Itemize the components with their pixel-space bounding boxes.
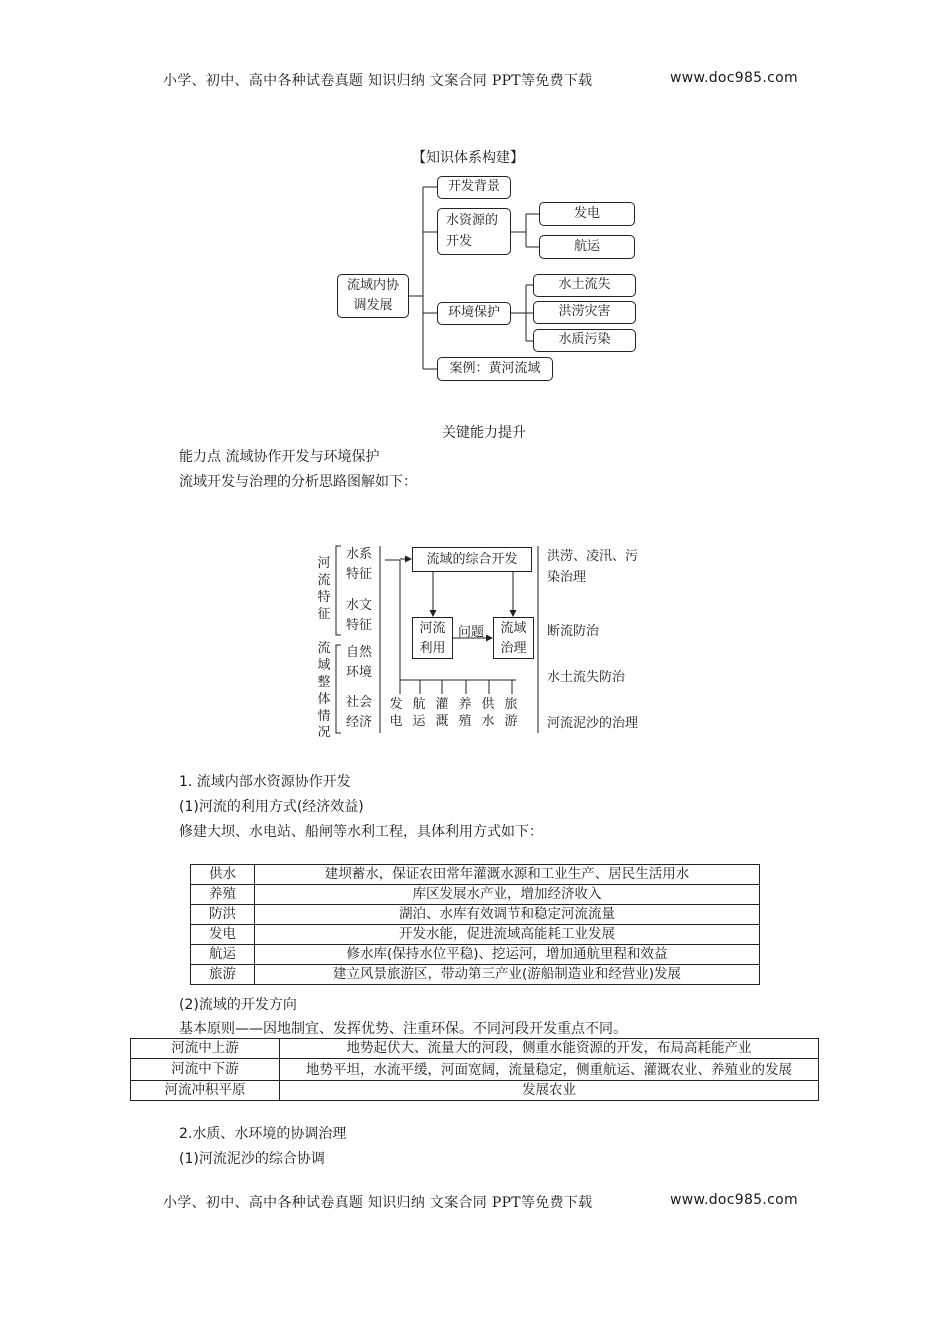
page-header-text: 小学、初中、高中各种试卷真题 知识归纳 文案合同 PPT等免费下载 <box>163 73 593 89</box>
table-row <box>191 965 760 985</box>
table-cell-key: 航运 <box>191 945 255 965</box>
flow-outcome-sediment: 河流泥沙的治理 <box>547 716 639 731</box>
mindmap-title: 【知识体系构建】 <box>412 150 524 166</box>
flow-use-tourism: 旅游 <box>504 697 518 729</box>
part1-sub2: (2)流域的开发方向 <box>179 997 297 1013</box>
table-row <box>191 905 760 925</box>
page-header-url[interactable]: www.doc985.com <box>670 70 798 86</box>
mindmap-leaf-power: 发电 <box>539 202 635 226</box>
flow-use-aquaculture: 养殖 <box>458 697 472 729</box>
flow-use-shipping: 航运 <box>412 697 426 729</box>
table-cell-value: 修水库(保持水位平稳)、挖运河，增加通航里程和效益 <box>255 945 760 965</box>
intro-text: 流域开发与治理的分析思路图解如下： <box>179 474 417 490</box>
mindmap-leaf-soil-erosion: 水土流失 <box>533 274 636 297</box>
flow-box-river-use: 河流利用 <box>412 617 453 659</box>
part1-title: 1. 流域内部水资源协作开发 <box>179 774 351 790</box>
flow-outcome-soil-erosion: 水土流失防治 <box>547 670 626 685</box>
mindmap-leaf-shipping: 航运 <box>539 235 635 259</box>
section-heading: 关键能力提升 <box>442 425 526 441</box>
table-cell-value: 开发水能，促进流域高能耗工业发展 <box>255 925 760 945</box>
ability-point: 能力点 流域协作开发与环境保护 <box>179 449 380 465</box>
table-row <box>191 865 760 885</box>
table-cell-value: 建坝蓄水，保证农田常年灌溉水源和工业生产、居民生活用水 <box>255 865 760 885</box>
mindmap-branch-background: 开发背景 <box>437 176 511 199</box>
table-row <box>131 1081 819 1101</box>
flow-group-river-features: 河流特征 <box>317 556 331 622</box>
flow-box-comprehensive-dev: 流域的综合开发 <box>412 547 532 572</box>
table-cell-value: 建立风景旅游区，带动第三产业(游船制造业和经营业)发展 <box>255 965 760 985</box>
table-cell-key: 旅游 <box>191 965 255 985</box>
table-cell-key: 发电 <box>191 925 255 945</box>
flow-outcome-drying-up: 断流防治 <box>547 624 600 639</box>
utilization-table <box>190 864 760 985</box>
part1-sub1-text: 修建大坝、水电站、船闸等水利工程，具体利用方式如下： <box>179 824 543 840</box>
flow-item-natural-env: 自然环境 <box>346 645 373 681</box>
flow-group-basin-conditions: 流域整体情况 <box>317 641 331 741</box>
table-cell-value: 地势平坦，水流平缓，河面宽阔，流量稳定，侧重航运、灌溉农业、养殖业的发展 <box>280 1059 819 1081</box>
part2-title: 2.水质、水环境的协调治理 <box>179 1126 347 1142</box>
table-cell-key: 养殖 <box>191 885 255 905</box>
table-row <box>131 1059 819 1081</box>
table-cell-value: 地势起伏大、流量大的河段，侧重水能资源的开发，布局高耗能产业 <box>280 1039 819 1059</box>
part1-sub1: (1)河流的利用方式(经济效益) <box>179 799 364 815</box>
page-footer-url[interactable]: www.doc985.com <box>670 1192 798 1208</box>
mindmap-branch-water-resources: 水资源的开发 <box>437 208 511 255</box>
mindmap-root: 流域内协调发展 <box>337 274 409 318</box>
mindmap-leaf-flood: 洪涝灾害 <box>533 301 636 324</box>
table-cell-key: 供水 <box>191 865 255 885</box>
flow-item-hydrology: 水文特征 <box>346 598 373 634</box>
table-row <box>191 885 760 905</box>
table-cell-key: 河流中上游 <box>131 1039 280 1059</box>
development-direction-table <box>130 1038 819 1101</box>
flow-arrow-label: 问题 <box>458 625 485 640</box>
mindmap-branch-case: 案例：黄河流域 <box>437 357 553 381</box>
table-cell-key: 防洪 <box>191 905 255 925</box>
flow-outcome-flood-pollution: 洪涝、凌汛、污染治理 <box>547 549 639 585</box>
flow-item-socioeconomic: 社会经济 <box>346 695 373 731</box>
table-cell-key: 河流中下游 <box>131 1059 280 1081</box>
table-row <box>191 925 760 945</box>
flow-use-water-supply: 供水 <box>481 697 495 729</box>
table-cell-value: 湖泊、水库有效调节和稳定河流流量 <box>255 905 760 925</box>
table-cell-value: 发展农业 <box>280 1081 819 1101</box>
mindmap-leaf-water-pollution: 水质污染 <box>533 329 636 352</box>
table-row <box>131 1039 819 1059</box>
table-cell-value: 库区发展水产业，增加经济收入 <box>255 885 760 905</box>
flow-use-irrigation: 灌溉 <box>435 697 449 729</box>
flow-use-power: 发电 <box>389 697 403 729</box>
flow-item-water-system: 水系特征 <box>346 547 373 583</box>
page-footer-text: 小学、初中、高中各种试卷真题 知识归纳 文案合同 PPT等免费下载 <box>163 1195 593 1211</box>
table-cell-key: 河流冲积平原 <box>131 1081 280 1101</box>
flow-box-basin-governance: 流域治理 <box>493 617 534 659</box>
mindmap-branch-environment: 环境保护 <box>437 302 511 325</box>
part1-principle: 基本原则——因地制宜、发挥优势、注重环保。不同河段开发重点不同。 <box>179 1021 627 1037</box>
table-row <box>191 945 760 965</box>
part2-sub1: (1)河流泥沙的综合协调 <box>179 1151 325 1167</box>
